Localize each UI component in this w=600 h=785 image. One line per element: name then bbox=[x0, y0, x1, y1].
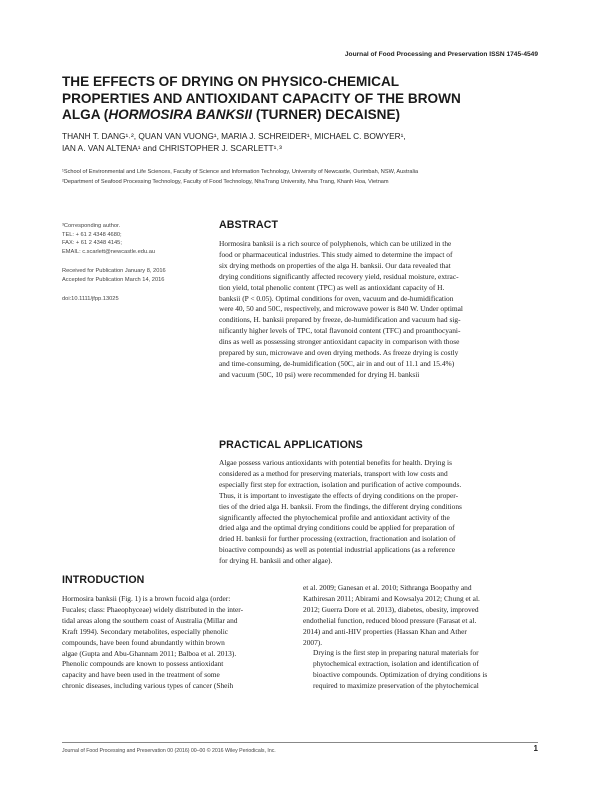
text-line: Algae possess various antioxidants with potential benefits for health. Drying is bbox=[219, 458, 452, 467]
text-line: required to maximize preservation of the phytochemical bbox=[313, 681, 479, 691]
email: EMAIL: c.scarlett@newcastle.edu.au bbox=[62, 248, 156, 255]
text-line: and vacuum (50C, 10 psi) were recommended for drying H. banksii bbox=[219, 369, 420, 379]
text-line: 2007). bbox=[303, 637, 323, 647]
text-line: for drying H. banksii and other algae). bbox=[219, 556, 333, 566]
journal-header: Journal of Food Processing and Preservation ISSN 1745-4549 bbox=[344, 51, 538, 58]
text-line: dins as well as possessing stronger antioxidant capacity in comparison with those bbox=[219, 337, 460, 347]
abstract-heading: ABSTRACT bbox=[219, 219, 279, 231]
authors-line-2: IAN A. VAN ALTENA¹ and CHRISTOPHER J. SCARLETT¹˒³ bbox=[62, 143, 282, 153]
footer-rule bbox=[62, 742, 538, 743]
text-line: dried H. banksii for further processing (extraction, fractionation and isolation of bbox=[219, 534, 456, 544]
text-line: significantly affected the phytochemical profile and antioxidant activity of the bbox=[219, 512, 450, 522]
page-number: 1 bbox=[533, 744, 538, 753]
affiliation-1: ¹School of Environmental and Life Sciences, Faculty of Science and Information Technology, University of Newcastle, Ourimbah, NSW, Australia bbox=[62, 169, 419, 175]
text-line: and time-consuming, de-humidification (50C, air in and out of 11.1 and 15.4%) bbox=[219, 358, 455, 368]
text-line: dried alga and the optimal drying conditions could be applied for preparation of bbox=[219, 523, 455, 533]
text-line: endothelial function, reduced blood pressure (Farasat et al. bbox=[303, 615, 477, 625]
correspondence-label: ³Corresponding author. bbox=[62, 223, 121, 229]
paper-title bbox=[62, 74, 562, 124]
practical-applications-text bbox=[219, 458, 539, 567]
text-line: nificantly higher levels of TPC, total flavonoid content (TFC) and proanthocyani- bbox=[219, 326, 461, 336]
doi: doi:10.1111/jfpp.13025 bbox=[62, 296, 119, 302]
text-line: Drying is the first step in preparing natural materials for bbox=[313, 648, 479, 658]
text-line: ties of the dried alga H. banksii. From the findings, the different drying conditions bbox=[219, 501, 462, 511]
text-line: Kraft 1994). Secondary metabolites, especially phenolic bbox=[62, 626, 229, 636]
text-line: chronic diseases, including various types of cancer (Sheih bbox=[62, 681, 234, 691]
text-line: food or pharmaceutical industries. This study aimed to determine the impact of bbox=[219, 249, 453, 259]
text-line: were 40, 50 and 50C, respectively, and microwave power is 840 W. Under optimal bbox=[219, 304, 463, 314]
text-line: six drying methods on properties of the alga H. banksii. Our data revealed that bbox=[219, 260, 451, 270]
author-list bbox=[62, 130, 562, 154]
authors-line-1: THANH T. DANG¹˒², QUAN VAN VUONG¹, MARIA J. SCHREIDER¹, MICHAEL C. BOWYER¹, bbox=[62, 131, 406, 141]
text-line: et al. 2009; Ganesan et al. 2010; Sithranga Boopathy and bbox=[303, 583, 472, 592]
fax: FAX: + 61 2 4348 4145; bbox=[62, 240, 122, 246]
text-line: capacity and have been used in the treatment of some bbox=[62, 670, 220, 680]
text-line: Kathiresan 2011; Abirami and Kowsalya 2012; Chung et al. bbox=[303, 593, 480, 603]
text-line: 2014) and anti-HIV properties (Hassan Khan and Ather bbox=[303, 626, 467, 636]
intro-right-paragraph-2 bbox=[303, 648, 540, 692]
title-line-2: PROPERTIES AND ANTIOXIDANT CAPACITY OF THE BROWN bbox=[62, 90, 461, 106]
introduction-right-column bbox=[303, 583, 540, 692]
affiliations bbox=[62, 168, 562, 187]
text-line: phytochemical extraction, isolation and identification of bbox=[313, 659, 479, 669]
page-footer: Journal of Food Processing and Preservation 00 (2016) 00–00 © 2016 Wiley Periodicals, Inc. bbox=[62, 748, 276, 754]
text-line: especially first step for extraction, isolation and purification of active compounds. bbox=[219, 479, 462, 489]
text-line: Phenolic compounds are known to possess antioxidant bbox=[62, 659, 224, 669]
text-line: banksii (P < 0.05). Optimal conditions for oven, vacuum and de-humidification bbox=[219, 293, 454, 303]
text-line: bioactive compounds) as well as potential industrial applications (as a reference bbox=[219, 545, 456, 555]
text-line: considered as a method for preserving materials, transport with low costs and bbox=[219, 468, 448, 478]
text-line: Fucales; class: Phaeophyceae) widely distributed in the inter- bbox=[62, 604, 244, 614]
affiliation-2: ²Department of Seafood Processing Technology, Faculty of Food Technology, NhaTrang University, Nha Trang, Khanh Hoa, Vietnam bbox=[62, 178, 389, 185]
text-line: compounds, have been found abundantly within brown bbox=[62, 637, 225, 647]
introduction-left-column bbox=[62, 594, 294, 692]
accepted-date: Accepted for Publication March 14, 2016 bbox=[62, 276, 165, 283]
telephone: TEL: + 61 2 4348 4680; bbox=[62, 231, 122, 238]
intro-right-paragraph-1 bbox=[303, 583, 540, 648]
text-line: tion yield, total phenolic content (TPC) as well as antioxidant capacity of H. bbox=[219, 282, 445, 292]
text-line: Hormosira banksii is a rich source of polyphenols, which can be utilized in the bbox=[219, 239, 452, 248]
text-line: conditions, H. banksii prepared by freeze, de-humidification and vacuum had sig- bbox=[219, 315, 461, 325]
title-line-3: ALGA (HORMOSIRA BANKSII (TURNER) DECAISNE) bbox=[62, 107, 401, 122]
received-date: Received for Publication January 8, 2016 bbox=[62, 268, 166, 274]
text-line: tidal areas along the southern coast of Australia (Millar and bbox=[62, 615, 238, 625]
text-line: Hormosira banksii (Fig. 1) is a brown fucoid alga (order: bbox=[62, 594, 231, 603]
text-line: bioactive compounds. Optimization of drying conditions is bbox=[313, 670, 488, 680]
text-line: algae (Gupta and Abu-Ghannam 2011; Balboa et al. 2013). bbox=[62, 648, 237, 658]
text-line: 2012; Guerra Dore et al. 2013), diabetes, obesity, improved bbox=[303, 604, 479, 614]
practical-applications-heading: PRACTICAL APPLICATIONS bbox=[219, 439, 363, 451]
text-line: prepared by sun, microwave and oven drying methods. As freeze drying is costly bbox=[219, 348, 459, 358]
abstract-text bbox=[219, 239, 539, 381]
correspondence-block bbox=[62, 222, 202, 304]
text-line: drying conditions significantly affected recovery yield, residual moisture, extrac- bbox=[219, 271, 459, 281]
text-line: Thus, it is important to investigate the effects of drying conditions on the proper- bbox=[219, 490, 459, 500]
introduction-heading: INTRODUCTION bbox=[62, 574, 145, 586]
title-line-1: THE EFFECTS OF DRYING ON PHYSICO-CHEMICAL bbox=[62, 74, 400, 89]
